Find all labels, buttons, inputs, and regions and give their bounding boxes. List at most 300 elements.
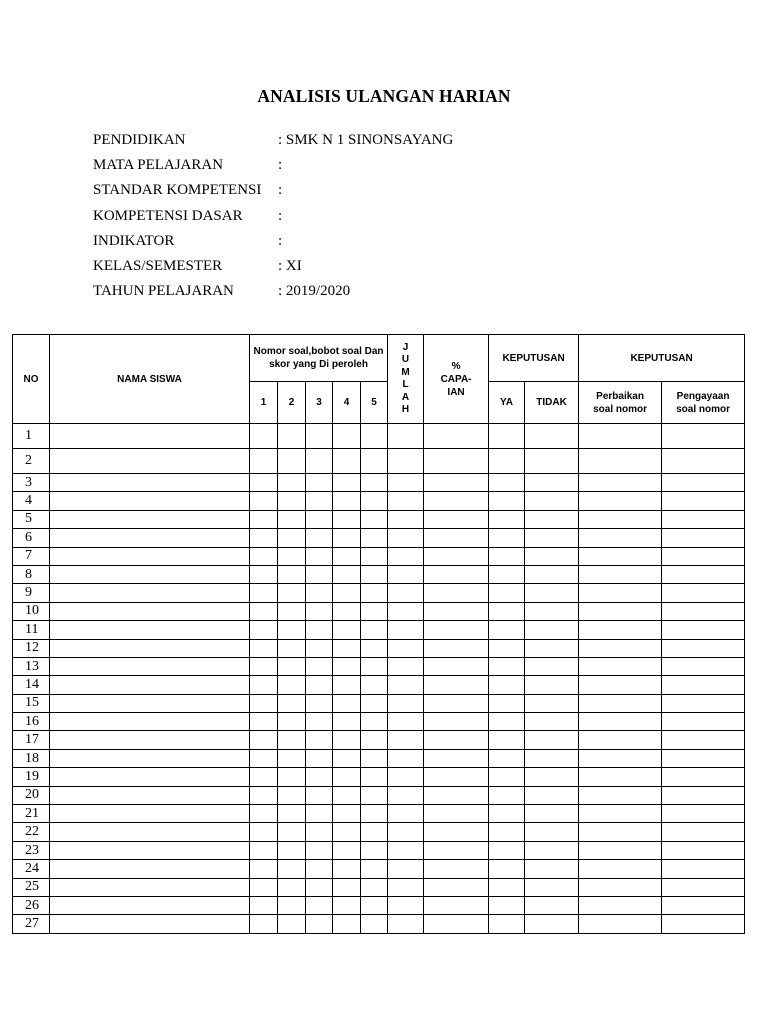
header-tidak: TIDAK (525, 382, 579, 424)
table-cell (388, 492, 424, 510)
table-cell (525, 584, 579, 602)
table-cell (579, 694, 662, 712)
table-cell (489, 768, 525, 786)
table-cell (306, 424, 333, 449)
table-cell (579, 786, 662, 804)
table-cell (579, 639, 662, 657)
table-cell (361, 731, 388, 749)
table-cell (306, 841, 333, 859)
table-cell (525, 768, 579, 786)
header-keputusan-1: KEPUTUSAN (489, 335, 579, 382)
header-nomor-soal: Nomor soal,bobot soal Dan skor yang Di peroleh (250, 335, 388, 382)
table-cell (250, 529, 278, 547)
table-row (13, 713, 745, 731)
table-cell (424, 768, 489, 786)
table-cell (250, 621, 278, 639)
table-cell (388, 915, 424, 933)
row-number: 10 (13, 602, 50, 620)
table-cell (489, 860, 525, 878)
table-cell (525, 694, 579, 712)
table-cell (662, 768, 745, 786)
table-cell (250, 749, 278, 767)
student-name-cell (50, 492, 250, 510)
table-cell (278, 841, 306, 859)
table-cell (579, 621, 662, 639)
row-number: 20 (13, 786, 50, 804)
table-cell (250, 510, 278, 528)
table-cell (579, 529, 662, 547)
student-name-cell (50, 713, 250, 731)
table-cell (388, 768, 424, 786)
table-cell (278, 565, 306, 583)
table-cell (306, 860, 333, 878)
table-cell (361, 915, 388, 933)
table-cell (250, 474, 278, 492)
table-cell (489, 896, 525, 914)
table-cell (250, 565, 278, 583)
table-cell (489, 731, 525, 749)
table-cell (250, 786, 278, 804)
table-cell (250, 424, 278, 449)
table-cell (361, 786, 388, 804)
table-cell (579, 896, 662, 914)
table-cell (579, 510, 662, 528)
header-jumlah: JUMLAH (388, 335, 424, 424)
table-cell (424, 602, 489, 620)
table-cell (525, 915, 579, 933)
table-cell (388, 786, 424, 804)
table-cell (662, 602, 745, 620)
table-cell (278, 860, 306, 878)
table-cell (361, 713, 388, 731)
table-cell (579, 768, 662, 786)
table-cell (662, 584, 745, 602)
student-name-cell (50, 731, 250, 749)
table-cell (250, 639, 278, 657)
table-cell (333, 584, 361, 602)
student-name-cell (50, 584, 250, 602)
table-cell (424, 565, 489, 583)
table-cell (424, 676, 489, 694)
row-number: 21 (13, 805, 50, 823)
student-name-cell (50, 602, 250, 620)
table-cell (579, 565, 662, 583)
table-cell (662, 657, 745, 675)
student-name-cell (50, 749, 250, 767)
table-cell (333, 510, 361, 528)
table-cell (333, 565, 361, 583)
table-cell (250, 860, 278, 878)
table-cell (333, 639, 361, 657)
table-cell (662, 529, 745, 547)
table-cell (662, 424, 745, 449)
table-row (13, 424, 745, 449)
table-cell (424, 694, 489, 712)
table-cell (278, 602, 306, 620)
table-cell (579, 449, 662, 474)
info-label: MATA PELAJARAN (93, 157, 224, 174)
table-cell (662, 547, 745, 565)
document-title: ANALISIS ULANGAN HARIAN (257, 86, 511, 106)
table-cell (662, 731, 745, 749)
table-row (13, 823, 745, 841)
table-row (13, 731, 745, 749)
table-row (13, 841, 745, 859)
table-cell (361, 424, 388, 449)
table-cell (278, 529, 306, 547)
table-cell (361, 639, 388, 657)
table-cell (278, 424, 306, 449)
table-cell (424, 547, 489, 565)
table-cell (525, 449, 579, 474)
table-cell (361, 449, 388, 474)
table-cell (525, 424, 579, 449)
table-cell (333, 424, 361, 449)
table-cell (278, 749, 306, 767)
table-cell (278, 694, 306, 712)
student-name-cell (50, 639, 250, 657)
student-name-cell (50, 915, 250, 933)
table-cell (250, 449, 278, 474)
table-cell (388, 676, 424, 694)
table-cell (250, 676, 278, 694)
table-cell (662, 565, 745, 583)
table-cell (333, 878, 361, 896)
table-row (13, 449, 745, 474)
table-cell (388, 860, 424, 878)
table-cell (306, 823, 333, 841)
table-cell (424, 657, 489, 675)
table-cell (361, 694, 388, 712)
header-soal-2: 2 (278, 382, 306, 424)
info-label: KELAS/SEMESTER (93, 257, 223, 274)
table-row (13, 896, 745, 914)
info-value: : SMK N 1 SINONSAYANG (278, 132, 454, 148)
table-cell (525, 621, 579, 639)
student-name-cell (50, 805, 250, 823)
table-cell (424, 878, 489, 896)
table-cell (278, 676, 306, 694)
table-cell (489, 823, 525, 841)
table-cell (388, 841, 424, 859)
table-cell (662, 823, 745, 841)
student-name-cell (50, 896, 250, 914)
table-cell (388, 424, 424, 449)
table-cell (333, 786, 361, 804)
row-number: 6 (13, 529, 50, 547)
table-cell (388, 896, 424, 914)
info-value: : (278, 232, 283, 249)
table-cell (525, 731, 579, 749)
table-cell (662, 878, 745, 896)
table-cell (333, 749, 361, 767)
table-cell (424, 474, 489, 492)
table-cell (489, 805, 525, 823)
table-row (13, 621, 745, 639)
table-cell (306, 529, 333, 547)
row-number: 14 (13, 676, 50, 694)
table-row (13, 639, 745, 657)
table-cell (662, 621, 745, 639)
table-cell (361, 878, 388, 896)
table-cell (525, 529, 579, 547)
table-cell (361, 841, 388, 859)
table-cell (388, 621, 424, 639)
table-cell (333, 841, 361, 859)
table-cell (489, 474, 525, 492)
table-cell (250, 805, 278, 823)
table-cell (250, 492, 278, 510)
table-cell (489, 786, 525, 804)
table-cell (388, 805, 424, 823)
table-cell (424, 713, 489, 731)
header-pengayaan: Pengayaan soal nomor (662, 382, 745, 424)
table-cell (579, 878, 662, 896)
table-cell (489, 424, 525, 449)
table-cell (306, 584, 333, 602)
table-cell (333, 823, 361, 841)
table-cell (333, 657, 361, 675)
header-ya: YA (489, 382, 525, 424)
table-cell (333, 602, 361, 620)
table-cell (489, 713, 525, 731)
student-name-cell (50, 878, 250, 896)
table-cell (662, 860, 745, 878)
row-number: 24 (13, 860, 50, 878)
table-row (13, 676, 745, 694)
table-cell (388, 731, 424, 749)
table-cell (388, 713, 424, 731)
student-name-cell (50, 694, 250, 712)
table-cell (525, 547, 579, 565)
table-cell (388, 547, 424, 565)
table-cell (424, 841, 489, 859)
table-cell (525, 878, 579, 896)
table-cell (662, 510, 745, 528)
row-number: 7 (13, 547, 50, 565)
student-name-cell (50, 841, 250, 859)
student-name-cell (50, 474, 250, 492)
table-cell (525, 602, 579, 620)
table-cell (306, 731, 333, 749)
row-number: 4 (13, 492, 50, 510)
table-cell (525, 657, 579, 675)
table-cell (306, 786, 333, 804)
table-cell (250, 823, 278, 841)
table-cell (662, 694, 745, 712)
table-cell (388, 749, 424, 767)
info-label: PENDIDIKAN (93, 132, 186, 148)
table-cell (489, 749, 525, 767)
table-cell (361, 547, 388, 565)
student-name-cell (50, 768, 250, 786)
table-cell (361, 768, 388, 786)
row-number: 11 (13, 621, 50, 639)
table-cell (278, 510, 306, 528)
table-cell (579, 860, 662, 878)
table-cell (424, 639, 489, 657)
info-label: STANDAR KOMPETENSI (93, 182, 262, 199)
table-cell (489, 878, 525, 896)
student-name-cell (50, 823, 250, 841)
table-cell (388, 510, 424, 528)
table-cell (278, 713, 306, 731)
row-number: 18 (13, 749, 50, 767)
table-cell (579, 547, 662, 565)
table-cell (424, 749, 489, 767)
table-cell (525, 786, 579, 804)
table-cell (278, 786, 306, 804)
table-cell (388, 639, 424, 657)
table-row (13, 694, 745, 712)
table-cell (250, 768, 278, 786)
info-value: : (278, 207, 283, 224)
table-cell (424, 424, 489, 449)
info-value: : XI (278, 257, 302, 274)
row-number: 8 (13, 565, 50, 583)
table-cell (489, 621, 525, 639)
table-cell (489, 602, 525, 620)
table-cell (250, 602, 278, 620)
table-cell (333, 474, 361, 492)
row-number: 23 (13, 841, 50, 859)
table-cell (361, 676, 388, 694)
table-cell (424, 529, 489, 547)
table-cell (278, 915, 306, 933)
table-cell (388, 602, 424, 620)
table-row (13, 915, 745, 933)
student-name-cell (50, 621, 250, 639)
table-row (13, 786, 745, 804)
table-cell (579, 676, 662, 694)
table-cell (662, 915, 745, 933)
table-cell (489, 492, 525, 510)
table-cell (424, 449, 489, 474)
table-cell (662, 713, 745, 731)
header-perbaikan: Perbaikan soal nomor (579, 382, 662, 424)
table-cell (388, 657, 424, 675)
header-soal-4: 4 (333, 382, 361, 424)
table-cell (579, 657, 662, 675)
info-value: : 2019/2020 (278, 283, 351, 300)
table-cell (489, 565, 525, 583)
table-cell (489, 639, 525, 657)
row-number: 1 (13, 424, 50, 449)
table-row (13, 584, 745, 602)
table-cell (333, 896, 361, 914)
table-cell (579, 915, 662, 933)
table-cell (333, 676, 361, 694)
info-label: KOMPETENSI DASAR (93, 207, 243, 224)
table-row (13, 878, 745, 896)
table-cell (278, 584, 306, 602)
student-name-cell (50, 510, 250, 528)
table-cell (250, 878, 278, 896)
table-cell (333, 547, 361, 565)
table-cell (306, 878, 333, 896)
table-cell (525, 749, 579, 767)
table-cell (424, 584, 489, 602)
table-cell (525, 565, 579, 583)
table-cell (250, 657, 278, 675)
table-row (13, 768, 745, 786)
table-cell (388, 474, 424, 492)
student-name-cell (50, 565, 250, 583)
table-cell (662, 841, 745, 859)
header-no: NO (13, 335, 50, 424)
table-cell (278, 768, 306, 786)
table-cell (278, 474, 306, 492)
student-name-cell (50, 529, 250, 547)
table-cell (579, 602, 662, 620)
table-cell (579, 713, 662, 731)
table-cell (489, 584, 525, 602)
table-cell (525, 474, 579, 492)
table-cell (489, 529, 525, 547)
table-cell (278, 492, 306, 510)
row-number: 13 (13, 657, 50, 675)
student-name-cell (50, 547, 250, 565)
table-cell (662, 749, 745, 767)
table-row (13, 529, 745, 547)
table-row (13, 805, 745, 823)
info-value: : (278, 182, 283, 199)
table-cell (489, 657, 525, 675)
table-cell (361, 584, 388, 602)
table-cell (306, 449, 333, 474)
table-cell (525, 823, 579, 841)
table-cell (278, 878, 306, 896)
row-number: 2 (13, 449, 50, 474)
table-cell (579, 805, 662, 823)
row-number: 17 (13, 731, 50, 749)
info-label: INDIKATOR (93, 232, 175, 249)
table-cell (579, 584, 662, 602)
row-number: 16 (13, 713, 50, 731)
table-cell (662, 492, 745, 510)
table-cell (579, 749, 662, 767)
table-cell (525, 713, 579, 731)
table-cell (489, 694, 525, 712)
table-cell (424, 896, 489, 914)
table-cell (579, 492, 662, 510)
table-cell (662, 474, 745, 492)
table-cell (306, 547, 333, 565)
table-row (13, 565, 745, 583)
table-cell (424, 510, 489, 528)
table-cell (361, 492, 388, 510)
table-cell (333, 915, 361, 933)
header-soal-5: 5 (361, 382, 388, 424)
table-cell (278, 823, 306, 841)
table-cell (250, 584, 278, 602)
table-cell (333, 731, 361, 749)
table-cell (489, 676, 525, 694)
row-number: 19 (13, 768, 50, 786)
table-cell (333, 694, 361, 712)
table-cell (333, 805, 361, 823)
table-cell (424, 805, 489, 823)
row-number: 15 (13, 694, 50, 712)
table-cell (306, 510, 333, 528)
table-cell (333, 492, 361, 510)
table-cell (388, 694, 424, 712)
table-cell (525, 639, 579, 657)
table-cell (489, 510, 525, 528)
table-cell (525, 841, 579, 859)
table-cell (662, 786, 745, 804)
table-cell (306, 768, 333, 786)
